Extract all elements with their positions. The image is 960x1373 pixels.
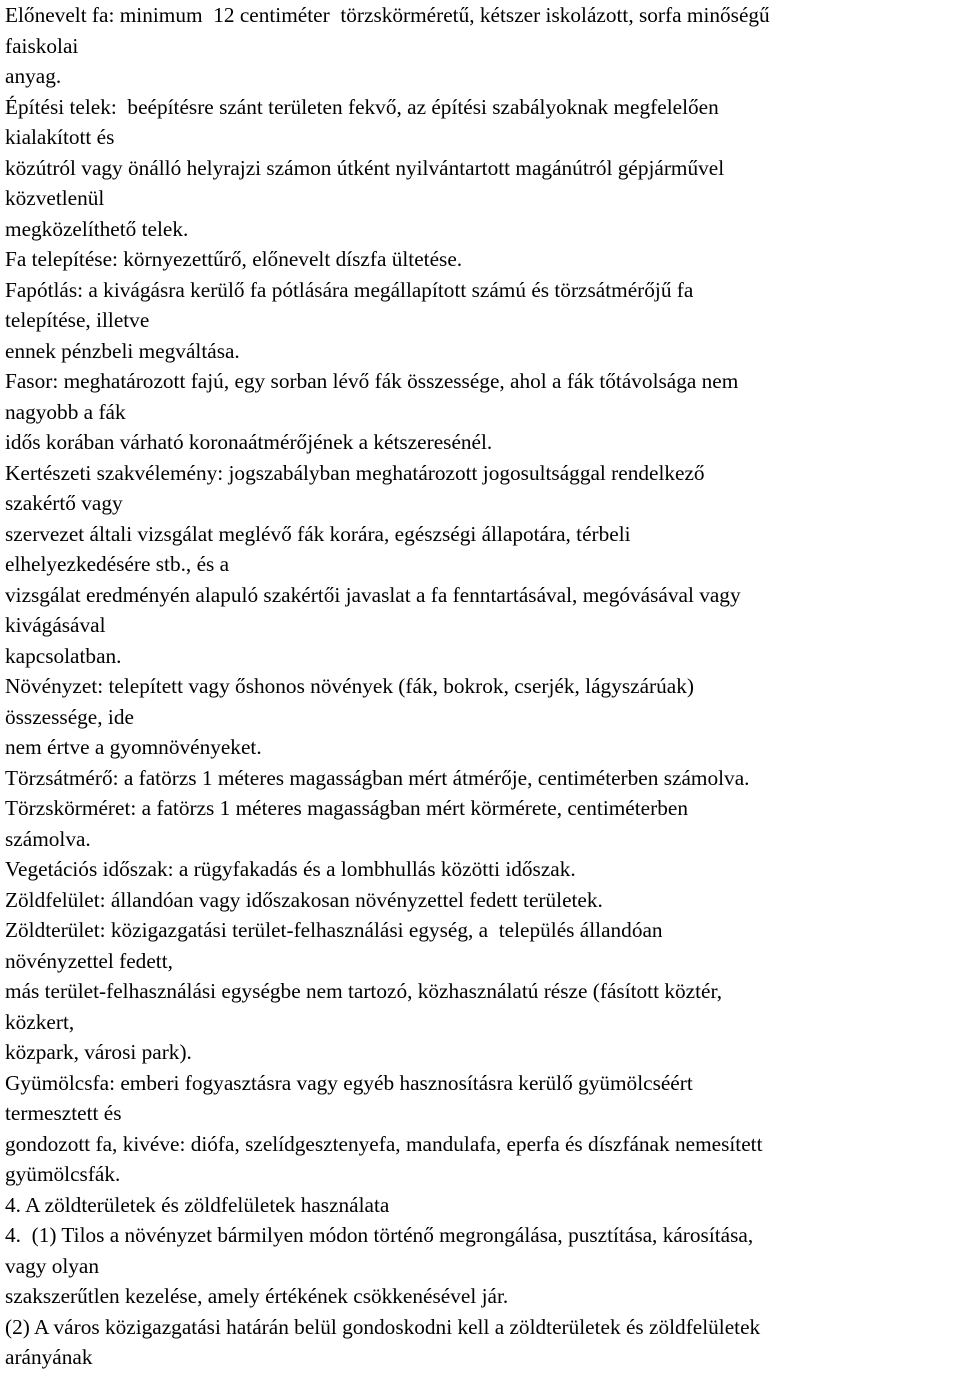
text-line: szakszerűtlen kezelése, amely értékének csökkenésével jár. <box>5 1284 509 1308</box>
text-line: Törzsátmérő: a fatörzs 1 méteres magasságban mért átmérője, centiméterben számolva. <box>5 765 750 790</box>
text-line: kivágásával <box>5 613 106 637</box>
text-line: közútról vagy önálló helyrajzi számon útként nyilvántartott magánútról gépjárművel <box>5 155 725 180</box>
text-line: kapcsolatban. <box>5 643 122 668</box>
text-line: vagy olyan <box>5 1253 100 1278</box>
document-page <box>5 0 960 1373</box>
text-line: Fa telepítése: környezettűrő, előnevelt díszfa ültetése. <box>5 247 463 271</box>
text-line: más terület-felhasználási egységbe nem tartozó, közhasználatú része (fásított köztér, <box>5 979 723 1003</box>
text-line: növényzettel fedett, <box>5 948 173 973</box>
text-line: közvetlenül <box>5 186 105 210</box>
text-line: szakértő vagy <box>5 491 123 515</box>
text-line: elhelyezkedésére stb., és a <box>5 552 230 576</box>
text-line: vizsgálat eredményén alapuló szakértői javaslat a fa fenntartásával, megóvásával vagy <box>5 582 741 607</box>
text-line: ennek pénzbeli megváltása. <box>5 338 240 363</box>
text-line: Törzskörméret: a fatörzs 1 méteres magasságban mért körmérete, centiméterben <box>5 796 688 820</box>
text-line: gondozott fa, kivéve: diófa, szelídgesztenyefa, mandulafa, eperfa és díszfának nemesített <box>5 1131 763 1156</box>
text-line: (2) A város közigazgatási határán belül gondoskodni kell a zöldterületek és zöldfelületek <box>5 1314 761 1339</box>
text-line: faiskolai <box>5 33 79 58</box>
text-line: nagyobb a fák <box>5 399 126 424</box>
text-line: kialakított és <box>5 125 115 149</box>
text-line: Vegetációs időszak: a rügyfakadás és a lombhullás közötti időszak. <box>5 857 576 881</box>
text-line: közpark, városi park). <box>5 1040 192 1064</box>
text-line: arányának <box>5 1345 93 1369</box>
text-line: megközelíthető telek. <box>5 216 189 241</box>
text-line: anyag. <box>5 64 62 88</box>
text-line: Fapótlás: a kivágásra kerülő fa pótlására megállapított számú és törzsátmérőjű fa <box>5 277 694 302</box>
text-line: összessége, ide <box>5 704 134 729</box>
text-line: termesztett és <box>5 1101 122 1125</box>
text-line: Előnevelt fa: minimum 12 centiméter törzskörméretű, kétszer iskolázott, sorfa minőségű <box>5 3 770 27</box>
text-line: nem értve a gyomnövényeket. <box>5 735 262 759</box>
text-line: Kertészeti szakvélemény: jogszabályban meghatározott jogosultsággal rendelkező <box>5 460 705 485</box>
text-line: szervezet általi vizsgálat meglévő fák korára, egészségi állapotára, térbeli <box>5 521 631 546</box>
text-line: gyümölcsfák. <box>5 1162 121 1186</box>
text-line: idős korában várható koronaátmérőjének a kétszeresénél. <box>5 430 493 454</box>
text-line: közkert, <box>5 1009 75 1034</box>
text-line: számolva. <box>5 826 91 851</box>
text-line: Növényzet: telepített vagy őshonos növények (fák, bokrok, cserjék, lágyszárúak) <box>5 674 694 698</box>
text-line: 4. (1) Tilos a növényzet bármilyen módon történő megrongálása, pusztítása, károsítása, <box>5 1223 754 1247</box>
text-line: telepítése, illetve <box>5 308 150 332</box>
text-line: Fasor: meghatározott fajú, egy sorban lévő fák összessége, ahol a fák tőtávolsága nem <box>5 369 739 393</box>
text-line: Építési telek: beépítésre szánt területen fekvő, az építési szabályoknak megfelelően <box>5 94 719 119</box>
text-line: Zöldfelület: állandóan vagy időszakosan növényzettel fedett területek. <box>5 887 603 912</box>
text-line: Zöldterület: közigazgatási terület-felhasználási egység, a település állandóan <box>5 918 663 942</box>
section-heading: 4. A zöldterületek és zöldfelületek használata <box>5 1192 390 1217</box>
text-line: Gyümölcsfa: emberi fogyasztásra vagy egyéb hasznosításra kerülő gyümölcséért <box>5 1070 693 1095</box>
